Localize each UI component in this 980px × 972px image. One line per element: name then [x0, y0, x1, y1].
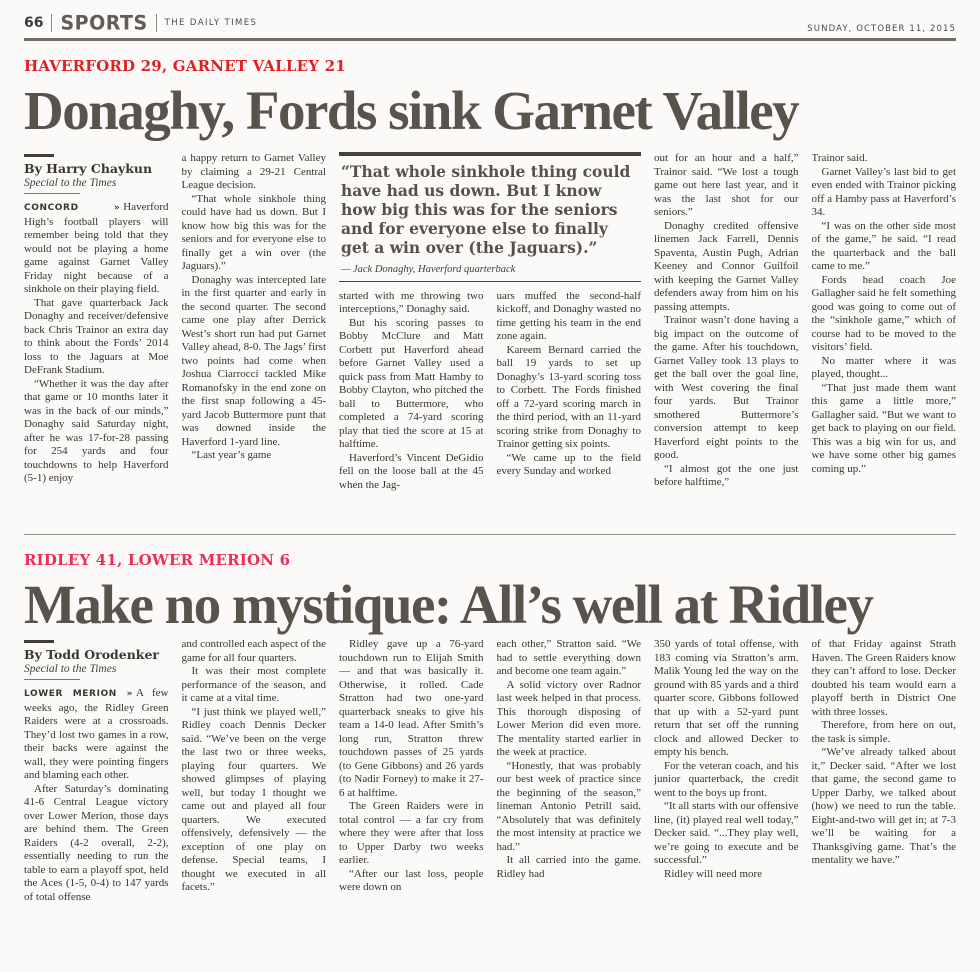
paragraph: “It all starts with our offensive line, (it) played real well today,” Decker said. “...They play well, we’re going to execute and be successful.”	[654, 800, 799, 866]
paragraph: of that Friday against Strath Haven. The Green Raiders know they can’t afford to lose. Decker doubted his team would earn a playoff berth in District One with three losses.	[811, 638, 956, 718]
pull-quote-attribution: — Jack Donaghy, Haverford quarterback	[341, 263, 516, 275]
lede-paragraph	[24, 687, 169, 783]
article2-kicker: RIDLEY 41, LOWER MERION 6	[24, 551, 291, 569]
paragraph: Trainor wasn’t done having a big impact on the outcome of the game. After his touchdown, Garnet Valley took 13 plays to get the ball over the goal line, with West covering the final four yards. But Trainor smothered Buttermore’s conversion attempt to keep Haverford eight points to the good.	[654, 314, 799, 461]
paragraph: Donaghy was intercepted late in the first quarter and early in the second quarter. The second came one play after Derrick West’s short run had put Garnet Valley ahead, 8-0. The Jags’ first two points had come when Joshua Ciarrocci tackled Mike Romanofsky in the end zone on the first snap following a 45-yard Jacob Buttermore punt that was downed inside the Haverford 1-yard line.	[181, 273, 326, 448]
article-divider	[24, 534, 956, 535]
article2-column-2	[182, 638, 327, 956]
lede-paragraph	[24, 201, 169, 297]
paragraph: “Whether it was the day after that game or 10 months later it was in the back of our minds,” Donaghy said Saturday night, after he was 17-for-28 passing for 254 yards and four touchdowns to help Haverford (5-1) enjoy	[24, 377, 169, 484]
paragraph: Ridley gave up a 76-yard touchdown run to Elijah Smith — and that was basically it. Otherwise, it rolled. Cade Stratton had two one-yard quarterback sneaks to give his team a 14-0 lead. After Smith’s long run, Stratton threw touchdown passes of 25 yards (to Gene Gibbons) and 26 yards (to Nadir Forney) to make it 27-6 at halftime.	[339, 638, 484, 799]
paragraph: “Last year’s game	[191, 449, 272, 461]
article1-byline-block	[24, 154, 169, 194]
lede-text: Haverford High’s football players will remember being told that they would not be playing a home game against Garnet Valley Friday night because of a sinkhole on their playing field.	[24, 201, 169, 295]
article1-column-2	[182, 152, 327, 524]
paragraph: uars muffed the second-half kickoff, and Donaghy wasted no time getting his team in the end zone again.	[496, 289, 641, 343]
paragraph: Donaghy credited offensive linemen Jack Farrell, Dennis Spaventa, Austin Pugh, Adrian Keeney and Connor Guilfoil with keeping the Garnet Valley defenders away from him on his passing attempts.	[654, 219, 799, 313]
dateline: LOWER MERION »	[24, 689, 133, 699]
paragraph: Haverford’s Vincent DeGidio fell on the loose ball at the 45 when the Jag-	[339, 451, 484, 491]
paragraph: For the veteran coach, and his junior quarterback, the credit went to the boys up front.	[654, 759, 799, 799]
pull-quote-text: “That whole sinkhole thing could have had us down. But I know how big this was for the seniors and for everyone else to finally get a win over (the Jaguars).”	[341, 162, 631, 257]
section-label: SPORTS	[60, 11, 148, 35]
paragraph: out for an hour and a half,” Trainor said. “We lost a tough game out here last year, and it was the last shot for our seniors.”	[654, 152, 799, 218]
article2-byline-block	[24, 640, 169, 680]
paragraph: Fords head coach Joe Gallagher said he felt something good was going to come out of the “sinkhole game,” which of course had to be moved to the visitors’ field.	[811, 273, 956, 353]
paragraph: That gave quarterback Jack Donaghy and receiver/defensive back Chris Trainor an extra day to think about the Fords’ 2014 loss to the Jaguars at Moe DeFrank Stadium.	[24, 296, 169, 376]
paragraph: Kareem Bernard carried the ball 19 yards to set up Donaghy’s 13-yard scoring toss to Corbett. The Fords finished off a 72-yard scoring march in the third period, with an 11-yard scoring strike from Donaghy to Trainor getting six points.	[496, 343, 641, 451]
byline-author: By Harry Chaykun	[24, 161, 153, 176]
byline-rule	[24, 154, 54, 157]
header-divider	[156, 14, 157, 32]
article2-column-5	[654, 638, 799, 956]
article1-kicker: HAVERFORD 29, GARNET VALLEY 21	[24, 57, 346, 75]
article1-subcolumns	[339, 290, 641, 524]
paragraph: Ridley will need more	[664, 867, 763, 880]
header-left	[24, 12, 257, 34]
paragraph: No matter where it was played, thought...	[811, 354, 956, 380]
paragraph: “That whole sinkhole thing could have had us down. But I know how big this was for the seniors and for everyone else to finally get a win over (the Jaguars).”	[181, 192, 326, 272]
paragraph: Garnet Valley’s last bid to get even ended with Trainor picking off a Hamby pass at Haverford’s 34.	[811, 165, 956, 218]
issue-date: SUNDAY, OCTOBER 11, 2015	[807, 24, 956, 34]
paragraph: Trainor said.	[811, 152, 868, 164]
paragraph-group	[24, 783, 169, 905]
paragraph: Therefore, from here on out, the task is simple.	[811, 719, 956, 745]
article2-column-3	[339, 638, 484, 956]
paragraph: 350 yards of total offense, with 183 coming via Stratton’s arm. Malik Young led the way on the ground with 85 yards and a third quarter score. Gibbons followed that up with a 52-yard punt return that set off the running clock and allowed Decker to empty his bench.	[654, 638, 799, 758]
header-divider	[51, 14, 52, 32]
paragraph: “We’ve already talked about it,” Decker said. “After we lost that game, the second game to Upper Darby, we talked about (how) we need to run the table. Eight-and-two will get in; at 7-3 we’ll be waiting for a Thanksgiving game. That’s the mentality we have.”	[811, 746, 956, 866]
article1-column-3	[339, 290, 484, 524]
paragraph: A solid victory over Radnor last week helped in that process. This thorough disposing of Lower Merion did even more. The mentality started earlier in the week at practice.	[496, 678, 641, 758]
paragraph: “I was on the other side most of the game,” he said. “I read the quarterback and the ball came to me.”	[811, 219, 956, 272]
article1-headline: Donaghy, Fords sink Garnet Valley	[24, 80, 799, 141]
pull-quote	[339, 152, 641, 282]
byline-credit: Special to the Times	[24, 177, 117, 189]
paragraph: The Green Raiders were in total control — a far cry from where they were after that loss to Upper Darby two weeks earlier.	[339, 800, 484, 866]
paragraph-group	[24, 297, 169, 486]
paragraph: “Honestly, that was probably our best week of practice since the beginning of the season,” lineman Antonio Petrill said. “Absolutely that was definitely the most intensity at practice we had.”	[496, 759, 641, 853]
header-rule	[24, 38, 956, 41]
paragraph: a happy return to Garnet Valley by claiming a 29-21 Central League decision.	[181, 152, 326, 191]
article2-body	[24, 638, 956, 956]
byline-credit: Special to the Times	[24, 663, 117, 675]
byline-rule	[24, 679, 80, 680]
byline-rule	[24, 193, 80, 194]
article1-column-5	[654, 152, 799, 524]
paragraph: “After our last loss, people were down on	[339, 867, 484, 893]
paragraph: “We came up to the field every Sunday and worked	[496, 451, 641, 478]
article2-headline: Make no mystique: All’s well at Ridley	[24, 574, 873, 635]
article1-column-1	[24, 152, 169, 524]
article2-column-4	[497, 638, 642, 956]
paragraph: It all carried into the game. Ridley had	[496, 854, 641, 880]
article2-column-6	[812, 638, 957, 956]
article1-column-6	[812, 152, 957, 524]
article2-column-1	[24, 638, 169, 956]
dateline: CONCORD »	[24, 203, 121, 213]
article1-quote-span	[339, 152, 641, 524]
article1-body	[24, 152, 956, 524]
lede-text: A few weeks ago, the Ridley Green Raiders were at a crossroads. They’d lost two games in a row, their backs were against the wall, they were pointing fingers and blaming each other.	[24, 687, 169, 781]
page-number: 66	[24, 15, 44, 31]
paragraph: “I almost got the one just before halftime,”	[654, 462, 799, 488]
paragraph: and controlled each aspect of the game for all four quarters.	[181, 638, 326, 664]
paragraph: After Saturday’s dominating 41-6 Central League victory over Lower Merion, those days are behind them. The Green Raiders (4-2 overall, 2-2), essentially needing to run the table to earn a playoff spot, held the Aces (1-5, 0-4) to 147 yards of total offense	[24, 782, 169, 903]
paragraph: each other,” Stratton said. “We had to settle everything down and become one team again.”	[496, 638, 641, 677]
publication-name: THE DAILY TIMES	[164, 18, 258, 28]
byline-author: By Todd Orodenker	[24, 647, 160, 662]
paragraph: started with me throwing two interceptions,” Donaghy said.	[339, 289, 484, 316]
page-header	[24, 10, 956, 34]
article1-column-4	[497, 290, 642, 524]
paragraph: It was their most complete performance of the season, and it came at a vital time.	[181, 665, 326, 704]
paragraph: But his scoring passes to Bobby McClure and Matt Corbett put Haverford ahead before Garnet Valley used a quick pass from Matt Hamby to Bobby Clayton, who pitched the ball to Buttermore, who completed a 74-yard scoring play that tied the score at 15 at halftime.	[339, 316, 484, 451]
paragraph: “That just made them want this game a little more,” Gallagher said. “But we want to get back to playing on our field. This was a big win for us, and we have some other big games coming up.”	[811, 381, 956, 475]
byline-rule	[24, 640, 54, 643]
paragraph: “I just think we played well,” Ridley coach Dennis Decker said. “We’ve been on the verge the last two or three weeks, playing four quarters. We showed glimpses of playing well, but today I thought we came out and played all four quarters. We executed offensively, defensively — the exception of one play on defense. Special teams, I thought we executed in all facets.”	[181, 705, 326, 893]
